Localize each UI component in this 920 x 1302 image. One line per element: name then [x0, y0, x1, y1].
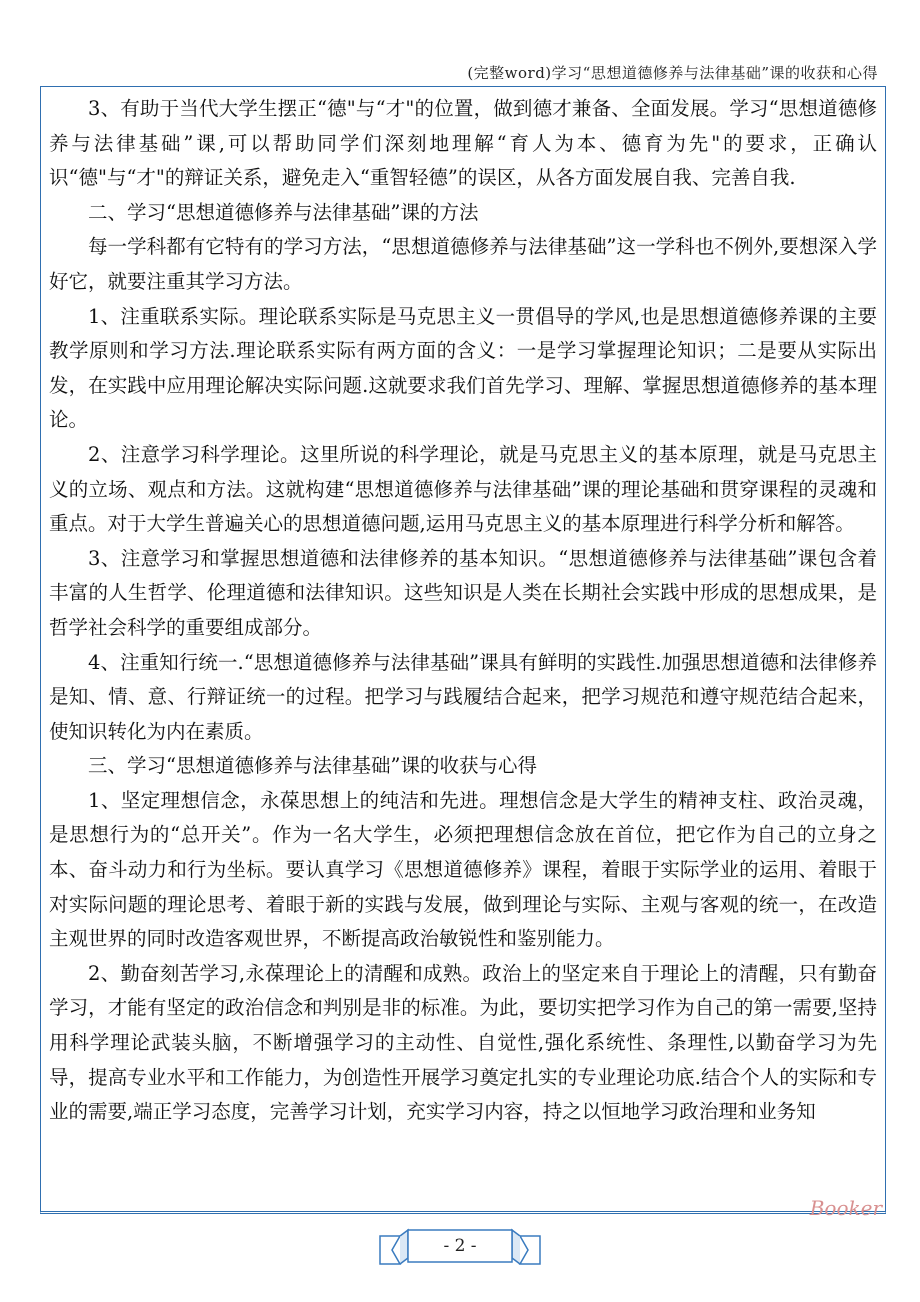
running-header: (完整word)学习“思想道德修养与法律基础”课的收获和心得: [467, 64, 878, 82]
document-body: [49, 92, 877, 1130]
paragraph-4: 2、注意学习科学理论。这里所说的科学理论，就是马克思主义的基本原理，就是马克思主义的立场、观点和方法。这就构建“思想道德修养与法律基础”课的理论基础和贯穿课程的灵魂和重点。对于大学生普遍关心的思想道德问题,运用马克思主义的基本原理进行科学分析和解答。: [49, 442, 877, 536]
paragraph-7: 1、坚定理想信念，永葆思想上的纯洁和先进。理想信念是大学生的精神支柱、政治灵魂，是思想行为的“总开关”。作为一名大学生，必须把理想信念放在首位，把它作为自己的立身之本、奋斗动力和行为坐标。要认真学习《思想道德修养》课程，着眼于实际学业的运用、着眼于对实际问题的理论思考、着眼于新的实践与发展，做到理论与实际、主观与客观的统一，在改造主观世界的同时改造客观世界，不断提高政治敏锐性和鉴别能力。: [49, 788, 877, 951]
paragraph-6: 4、注重知行统一.“思想道德修养与法律基础”课具有鲜明的实践性.加强思想道德和法律修养是知、情、意、行辩证统一的过程。把学习与践履结合起来，把学习规范和遵守规范结合起来，使知识转化为内在素质。: [49, 650, 877, 743]
signature: Booker: [809, 1196, 882, 1220]
paragraph-3: 1、注重联系实际。理论联系实际是马克思主义一贯倡导的学风,也是思想道德修养课的主要教学原则和学习方法.理论联系实际有两方面的含义：一是学习掌握理论知识；二是要从实际出发，在实践中应用理论解决实际问题.这就要求我们首先学习、理解、掌握思想道德修养的基本理论。: [49, 304, 877, 432]
section-heading-3: 三、学习“思想道德修养与法律基础”课的收获与心得: [88, 754, 537, 778]
paragraph-8: 2、勤奋刻苦学习,永葆理论上的清醒和成熟。政治上的坚定来自于理论上的清醒，只有勤奋学习，才能有坚定的政治信念和判别是非的标准。为此，要切实把学习作为自己的第一需要,坚持用科学理论武装头脑，不断增强学习的主动性、自觉性,强化系统性、条理性,以勤奋学习为先导，提高专业水平和工作能力，为创造性开展学习奠定扎实的专业理论功底.结合个人的实际和专业的需要,端正学习态度，完善学习计划，充实学习内容，持之以恒地学习政治理和业务知: [49, 961, 877, 1124]
paragraph-2: 每一学科都有它特有的学习方法，“思想道德修养与法律基础”这一学科也不例外,要想深入学好它，就要注重其学习方法。: [49, 235, 877, 293]
paragraph-5: 3、注意学习和掌握思想道德和法律修养的基本知识。“思想道德修养与法律基础”课包含着丰富的人生哲学、伦理道德和法律知识。这些知识是人类在长期社会实践中形成的思想成果，是哲学社会科学的重要组成部分。: [49, 546, 877, 639]
page-number: - 2 -: [443, 1236, 477, 1256]
section-heading-2: 二、学习“思想道德修养与法律基础”课的方法: [88, 200, 479, 224]
paragraph-1: 3、有助于当代大学生摆正“德"与“才"的位置，做到德才兼备、全面发展。学习“思想道德修养与法律基础”课,可以帮助同学们深刻地理解“育人为本、德育为先"的要求，正确认识“德"与“才"的辩证关系，避免走入“重智轻德”的误区，从各方面发展自我、完善自我.: [49, 97, 877, 190]
